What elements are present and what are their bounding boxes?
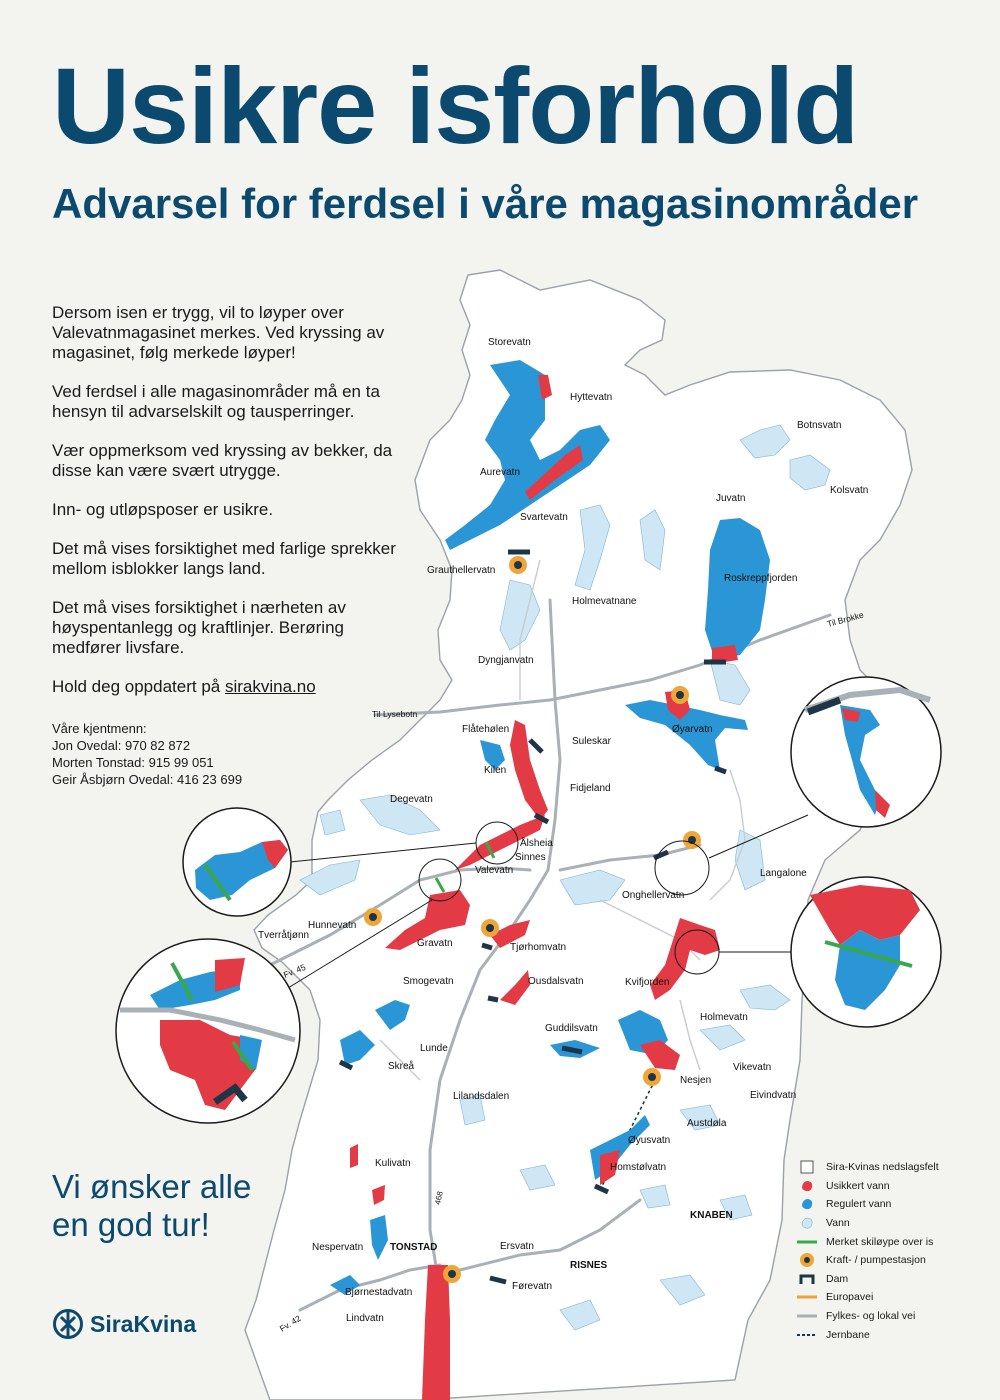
legend-item: [796, 1288, 996, 1307]
label-guddilsvatn: Guddilsvatn: [545, 1023, 598, 1034]
label-oyusvatn: Øyusvatn: [628, 1135, 671, 1146]
intro-paragraph: Vær oppmerksom ved kryssing av bekker, da disse kan være svært utrygge.: [52, 441, 393, 480]
label-degevatn: Degevatn: [390, 794, 433, 805]
label-road-468: 468: [433, 1190, 445, 1206]
greeting-line: en god tur!: [52, 1206, 210, 1243]
legend-label: Usikkert vann: [826, 1179, 890, 1192]
label-ousdalsvatn: Ousdalsvatn: [528, 976, 584, 987]
label-til-lysebotn: Til Lysebotn: [372, 709, 418, 719]
label-fv45: Fv. 45: [282, 961, 308, 980]
legend-label: Kraft- / pumpestasjon: [826, 1254, 926, 1267]
power-station-icon: [799, 1252, 815, 1268]
legend-item: [796, 1251, 996, 1270]
update-line: [52, 677, 412, 697]
intro-paragraph: Ved ferdsel i alle magasinområder må en ta hensyn til advarselskilt og tausperringer.: [52, 382, 380, 421]
legend-item: [796, 1270, 996, 1289]
ski-trail-icon: [797, 1239, 817, 1245]
label-fidjeland: Fidjeland: [570, 783, 611, 794]
inset-gravatn: [116, 939, 300, 1123]
contacts: [52, 720, 352, 788]
intro-paragraph: Dersom isen er trygg, vil to løyper over Valevatnmagasinet merkes. Ved kryssing av magasinet, følg merkede løyper!: [52, 303, 385, 362]
label-sinnes: Sinnes: [515, 852, 546, 863]
contact-person: Geir Åsbjørn Ovedal: 416 23 699: [52, 772, 243, 787]
inset-onghellervatn: [791, 677, 941, 827]
greeting-line: Vi ønsker alle: [52, 1168, 252, 1205]
regulated-water-swatch-icon: [800, 1197, 814, 1211]
label-roskreppfjorden: Roskreppfjorden: [724, 573, 798, 584]
logo-icon: [52, 1308, 84, 1340]
legend-item: [796, 1232, 996, 1251]
page-subtitle: Advarsel for ferdsel i våre magasinområder: [52, 180, 919, 227]
label-aurevatn: Aurevatn: [480, 467, 521, 478]
legend-item: [796, 1158, 996, 1177]
legend-item: [796, 1177, 996, 1196]
label-fv42: Fv. 42: [277, 1313, 303, 1334]
label-lindvatn: Lindvatn: [346, 1313, 384, 1324]
label-tonstad: TONSTAD: [390, 1242, 438, 1253]
label-holmevatn: Holmevatn: [700, 1012, 748, 1023]
legend-label: Fylkes- og lokal vei: [826, 1310, 916, 1323]
intro-text: [52, 303, 412, 716]
label-knaben: KNABEN: [690, 1210, 733, 1221]
catchment-swatch-icon: [800, 1160, 814, 1174]
contact-person: Morten Tonstad: 915 99 051: [52, 755, 214, 770]
label-lunde: Lunde: [420, 1043, 448, 1054]
label-nespervatn: Nespervatn: [312, 1242, 364, 1253]
label-juvatn: Juvatn: [716, 493, 746, 504]
label-flatehoelen: Flåtehølen: [462, 724, 510, 735]
label-lilandsdalen: Lilandsdalen: [453, 1091, 510, 1102]
label-holmevatnane: Holmevatnane: [572, 596, 637, 607]
legend-label: Europavei: [826, 1291, 874, 1304]
unsafe-water-swatch-icon: [800, 1179, 814, 1193]
label-grauthellervatn: Grauthellervatn: [427, 565, 496, 576]
legend-item: [796, 1214, 996, 1233]
label-onghellervatn: Onghellervatn: [622, 890, 685, 901]
inset-kvifjorden: [791, 877, 941, 1027]
label-oyarvatn: Øyarvatn: [672, 724, 713, 735]
label-tjorhomvatn: Tjørhomvatn: [510, 942, 567, 953]
sirakvina-logo: [52, 1308, 196, 1340]
label-valevatn: Valevatn: [475, 865, 514, 876]
european-road-icon: [797, 1294, 817, 1300]
legend-item: [796, 1325, 996, 1344]
county-road-icon: [797, 1313, 817, 1319]
label-skrea: Skreå: [388, 1061, 415, 1072]
website-link[interactable]: sirakvina.no: [224, 677, 316, 696]
label-dyngjanvatn: Dyngjanvatn: [478, 655, 534, 666]
label-austdola: Austdøla: [687, 1118, 727, 1129]
label-kolsvatn: Kolsvatn: [830, 485, 869, 496]
label-risnes: RISNES: [570, 1260, 608, 1271]
label-botnsvatn: Botnsvatn: [797, 420, 842, 431]
intro-paragraph: Inn- og utløpsposer er usikre.: [52, 500, 274, 519]
page-title: Usikre isforhold: [52, 45, 859, 166]
label-kulivatn: Kulivatn: [375, 1158, 411, 1169]
label-langalone: Langalone: [760, 868, 807, 879]
legend-label: Jernbane: [826, 1328, 870, 1341]
dam-icon: [799, 1273, 815, 1285]
legend-label: Dam: [826, 1272, 849, 1285]
legend-label: Sira-Kvinas nedslagsfelt: [826, 1161, 939, 1174]
label-tverratjonn: Tverråtjønn: [258, 930, 310, 941]
contacts-heading: Våre kjentmenn:: [52, 721, 147, 736]
update-prefix: Hold deg oppdatert på: [52, 677, 225, 696]
label-nesjen: Nesjen: [680, 1075, 712, 1086]
legend-label: Merket skiløype over is: [826, 1235, 934, 1248]
intro-paragraph: Det må vises forsiktighet i nærheten av høyspentanlegg og kraftlinjer. Berøring medfører livsfare.: [52, 598, 346, 657]
label-homstolvatn: Homstølvatn: [610, 1162, 667, 1173]
railway-icon: [797, 1332, 817, 1338]
label-suleskar: Suleskar: [572, 736, 611, 747]
legend-label: Regulert vann: [826, 1198, 892, 1211]
legend-item: [796, 1307, 996, 1326]
label-hunnevatn: Hunnevatn: [308, 920, 357, 931]
water-swatch-icon: [800, 1216, 814, 1230]
label-vikevatn: Vikevatn: [733, 1062, 772, 1073]
label-alsheia: Ålsheia: [520, 838, 553, 849]
label-hyttevatn: Hyttevatn: [570, 392, 613, 403]
label-forevatn: Førevatn: [512, 1281, 553, 1292]
label-smogevatn: Smogevatn: [403, 976, 454, 987]
label-eivindvatn: Eivindvatn: [750, 1090, 797, 1101]
logo-text: SiraKvina: [90, 1310, 197, 1337]
label-kvifjorden: Kvifjorden: [625, 977, 670, 988]
label-kilen: Kilen: [484, 765, 507, 776]
label-gravatn: Gravatn: [417, 938, 453, 949]
greeting: [52, 1168, 312, 1244]
label-til-brokke: Til Brokke: [825, 609, 865, 629]
label-bjornestadvatn: Bjørnestadvatn: [345, 1287, 413, 1298]
inset-valevatn-trail: [183, 808, 291, 916]
legend-label: Vann: [826, 1217, 850, 1230]
label-ersvatn: Ersvatn: [500, 1241, 534, 1252]
map-legend: [796, 1158, 996, 1344]
legend-item: [796, 1195, 996, 1214]
intro-paragraph: Det må vises forsiktighet med farlige sprekker mellom isblokker langs land.: [52, 539, 396, 578]
contact-person: Jon Ovedal: 970 82 872: [52, 738, 191, 753]
label-svartevatn: Svartevatn: [520, 512, 568, 523]
label-storevatn: Storevatn: [488, 337, 531, 348]
